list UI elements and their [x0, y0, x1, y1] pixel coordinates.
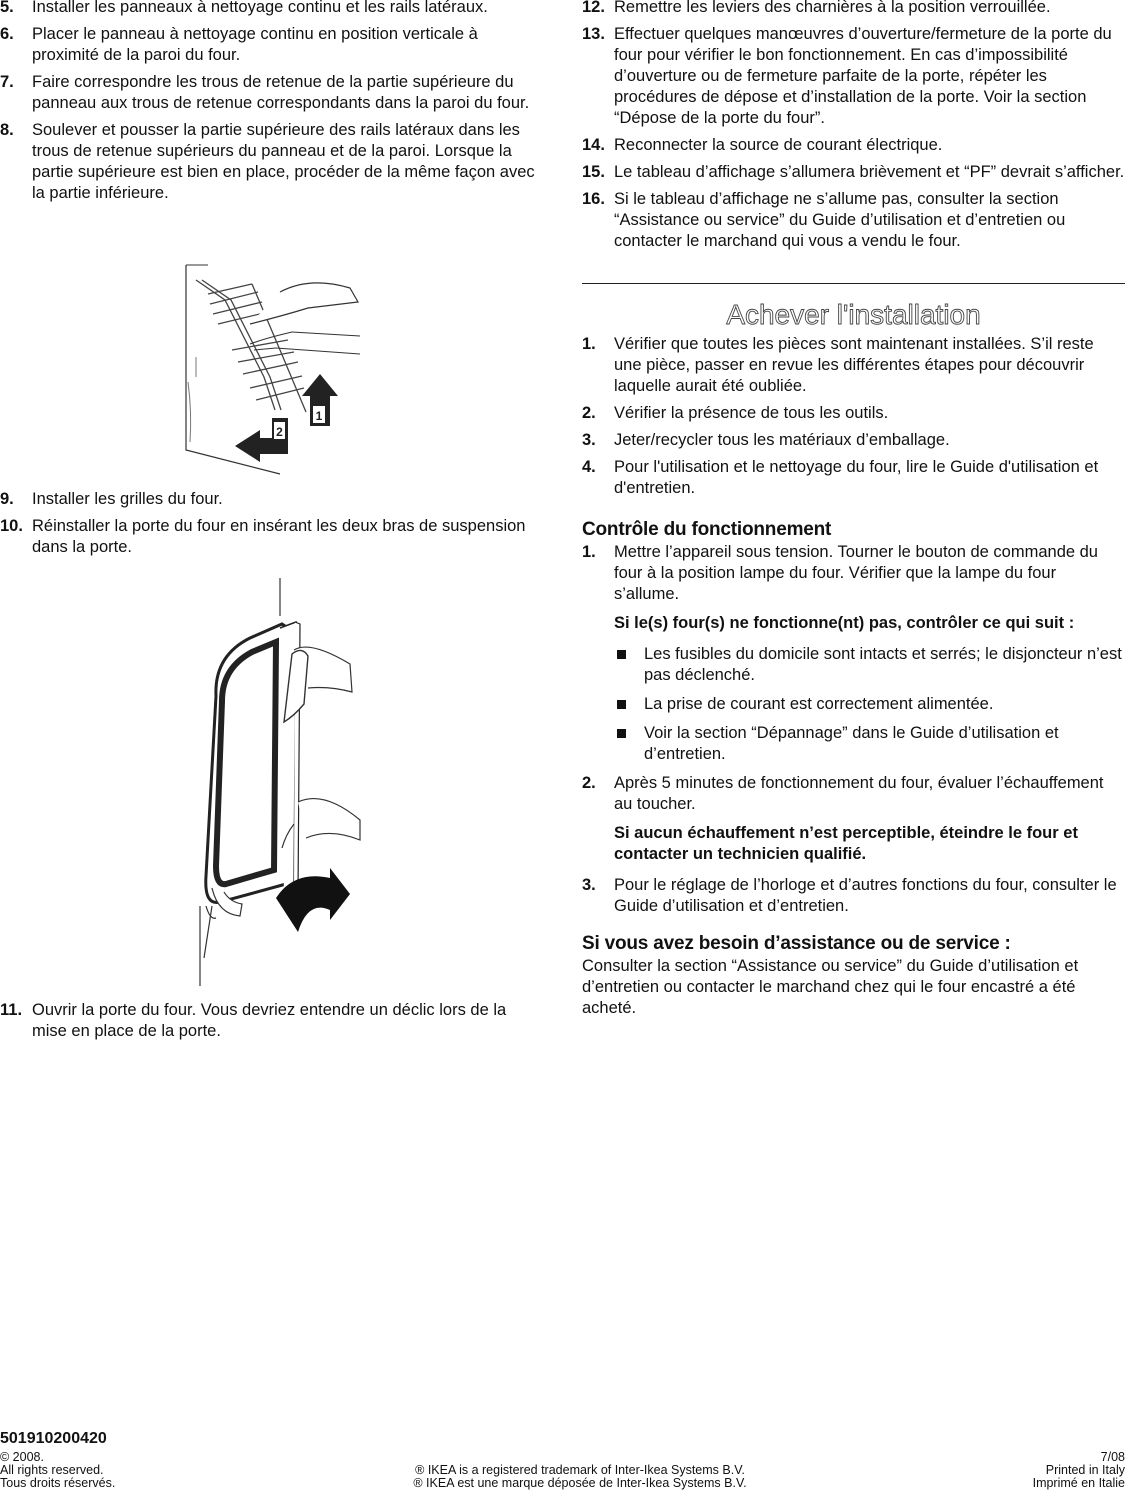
controle-warning: Si le(s) four(s) ne fonctionne(nt) pas, contrôler ce qui suit :	[614, 614, 1075, 632]
step-text: Vérifier la présence de tous les outils.	[614, 404, 889, 422]
step-text: Pour l'utilisation et le nettoyage du four, lire le Guide d'utilisation et d'entretien.	[614, 458, 1099, 497]
controle-section	[582, 519, 1125, 917]
step-7	[0, 72, 540, 114]
achever-step-3	[582, 430, 1125, 451]
step-number: 2.	[582, 774, 596, 792]
step-text: Le tableau d’affichage s’allumera brièvement et “PF” devrait s’afficher.	[614, 163, 1125, 181]
assistance-text: Consulter la section “Assistance ou service” du Guide d’utilisation et d’entretien ou contacter le marchand chez qui le four encastré a été acheté.	[582, 957, 1079, 1017]
controle-bullet	[582, 644, 1125, 686]
step-number: 1.	[582, 335, 596, 353]
rights-fr: Tous droits réservés.	[0, 1476, 116, 1490]
footer-left	[0, 1451, 115, 1490]
step-number: 3.	[582, 876, 596, 894]
step-text: Mettre l’appareil sous tension. Tourner le bouton de commande du four à la position lampe du four. Vérifier que la lampe du four s’allume.	[614, 543, 1098, 603]
controle-bullet	[582, 723, 1125, 765]
step-number: 11.	[0, 1001, 23, 1019]
step-text: Pour le réglage de l’horloge et d’autres fonctions du four, consulter le Guide d’utilisation et d’entretien.	[614, 876, 1117, 915]
step-text: Placer le panneau à nettoyage continu en position verticale à proximité de la paroi du four.	[32, 25, 478, 64]
bullet-text: La prise de courant est correctement alimentée.	[644, 695, 994, 713]
section-title	[582, 297, 1125, 333]
step-number: 13.	[582, 25, 605, 43]
oven-door-illustration	[190, 576, 365, 988]
step-number: 2.	[582, 404, 596, 422]
arrow-left-icon	[235, 418, 288, 462]
step-6	[0, 24, 540, 66]
step-text: Faire correspondre les trous de retenue de la partie supérieure du panneau aux trous de retenue correspondants dans la paroi du four.	[32, 73, 530, 112]
section-divider	[582, 283, 1125, 284]
step-number: 9.	[0, 490, 14, 508]
step-13	[582, 24, 1125, 129]
rights-en: All rights reserved.	[0, 1463, 104, 1477]
controle-step-2	[582, 773, 1125, 815]
print-date: 7/08	[1100, 1450, 1125, 1464]
arrow-label: 2	[276, 425, 283, 439]
step-text: Installer les panneaux à nettoyage continu et les rails latéraux.	[32, 0, 488, 16]
achever-step-2	[582, 403, 1125, 424]
printed-fr: Imprimé en Italie	[1032, 1476, 1125, 1490]
step-number: 10.	[0, 517, 23, 535]
step-text: Vérifier que toutes les pièces sont maintenant installées. S’il reste une pièce, passer en revue les différentes étapes pour découvrir laquelle aurait été oubliée.	[614, 335, 1094, 395]
step-15	[582, 162, 1125, 183]
step-text: Reconnecter la source de courant électrique.	[614, 136, 943, 154]
arrow-up-icon	[302, 374, 338, 426]
section-title-text: Achever l'installation	[726, 299, 981, 330]
footer-center	[320, 1464, 840, 1490]
step-number: 14.	[582, 136, 605, 154]
step-text: Ouvrir la porte du four. Vous devriez entendre un déclic lors de la mise en place de la porte.	[32, 1001, 507, 1040]
step-number: 1.	[582, 543, 596, 561]
achever-step-1	[582, 334, 1125, 397]
achever-step-4	[582, 457, 1125, 499]
step-text: Après 5 minutes de fonctionnement du four, évaluer l’échauffement au toucher.	[614, 774, 1104, 813]
side-rail-illustration	[180, 262, 365, 477]
footer-right	[1033, 1451, 1125, 1490]
arrow-label: 1	[315, 409, 323, 423]
step-text: Jeter/recycler tous les matériaux d’emballage.	[614, 431, 950, 449]
step-10	[0, 516, 540, 558]
step-text: Réinstaller la porte du four en insérant les deux bras de suspension dans la porte.	[32, 517, 526, 556]
bullet-text: Voir la section “Dépannage” dans le Guide d’utilisation et d’entretien.	[644, 724, 1059, 763]
assistance-heading: Si vous avez besoin d’assistance ou de service :	[582, 933, 1011, 954]
step-number: 5.	[0, 0, 14, 16]
printed-en: Printed in Italy	[1045, 1463, 1125, 1477]
step-number: 12.	[582, 0, 605, 16]
part-number: 501910200420	[0, 1430, 107, 1447]
achever-section	[582, 334, 1125, 499]
step-number: 4.	[582, 458, 596, 476]
step-9	[0, 489, 540, 510]
step-text: Remettre les leviers des charnières à la position verrouillée.	[614, 0, 1051, 16]
step-8	[0, 120, 540, 204]
step-12	[582, 0, 1125, 18]
controle-warning: Si aucun échauffement n’est perceptible, éteindre le four et contacter un technicien qualifié.	[614, 824, 1078, 863]
step-text: Installer les grilles du four.	[32, 490, 223, 508]
trademark-fr: ® IKEA est une marque déposée de Inter-Ikea Systems B.V.	[413, 1476, 747, 1490]
step-number: 7.	[0, 73, 14, 91]
step-number: 16.	[582, 190, 605, 208]
step-number: 15.	[582, 163, 605, 181]
step-5	[0, 0, 540, 18]
trademark-en: ® IKEA is a registered trademark of Inter-Ikea Systems B.V.	[415, 1463, 745, 1477]
step-16	[582, 189, 1125, 252]
controle-step-3	[582, 875, 1125, 917]
step-text: Effectuer quelques manœuvres d’ouverture/fermeture de la porte du four pour vérifier le bon fonctionnement. En cas d’impossibilité d’ouverture ou de fermeture parfaite de la porte, répéter les procédures de dépose et d’installation de la porte. Voir la section “Dépose de la porte du four”.	[614, 25, 1112, 127]
bullet-text: Les fusibles du domicile sont intacts et serrés; le disjoncteur n’est pas déclenché.	[644, 645, 1122, 684]
step-number: 6.	[0, 25, 14, 43]
step-14	[582, 135, 1125, 156]
step-number: 8.	[0, 121, 14, 139]
step-text: Si le tableau d’affichage ne s’allume pas, consulter la section “Assistance ou service” du Guide d’utilisation et d’entretien ou contacter le marchand qui vous a vendu le four.	[614, 190, 1066, 250]
step-number: 3.	[582, 431, 596, 449]
controle-heading: Contrôle du fonctionnement	[582, 519, 832, 540]
assistance-section	[582, 933, 1125, 1019]
controle-step-1	[582, 542, 1125, 605]
step-11	[0, 1000, 540, 1042]
controle-bullet	[582, 694, 1125, 715]
step-text: Soulever et pousser la partie supérieure des rails latéraux dans les trous de retenue supérieurs du panneau et de la paroi. Lorsque la partie supérieure est bien en place, procéder de la même façon avec la partie inférieure.	[32, 121, 535, 202]
copyright: © 2008.	[0, 1450, 44, 1464]
